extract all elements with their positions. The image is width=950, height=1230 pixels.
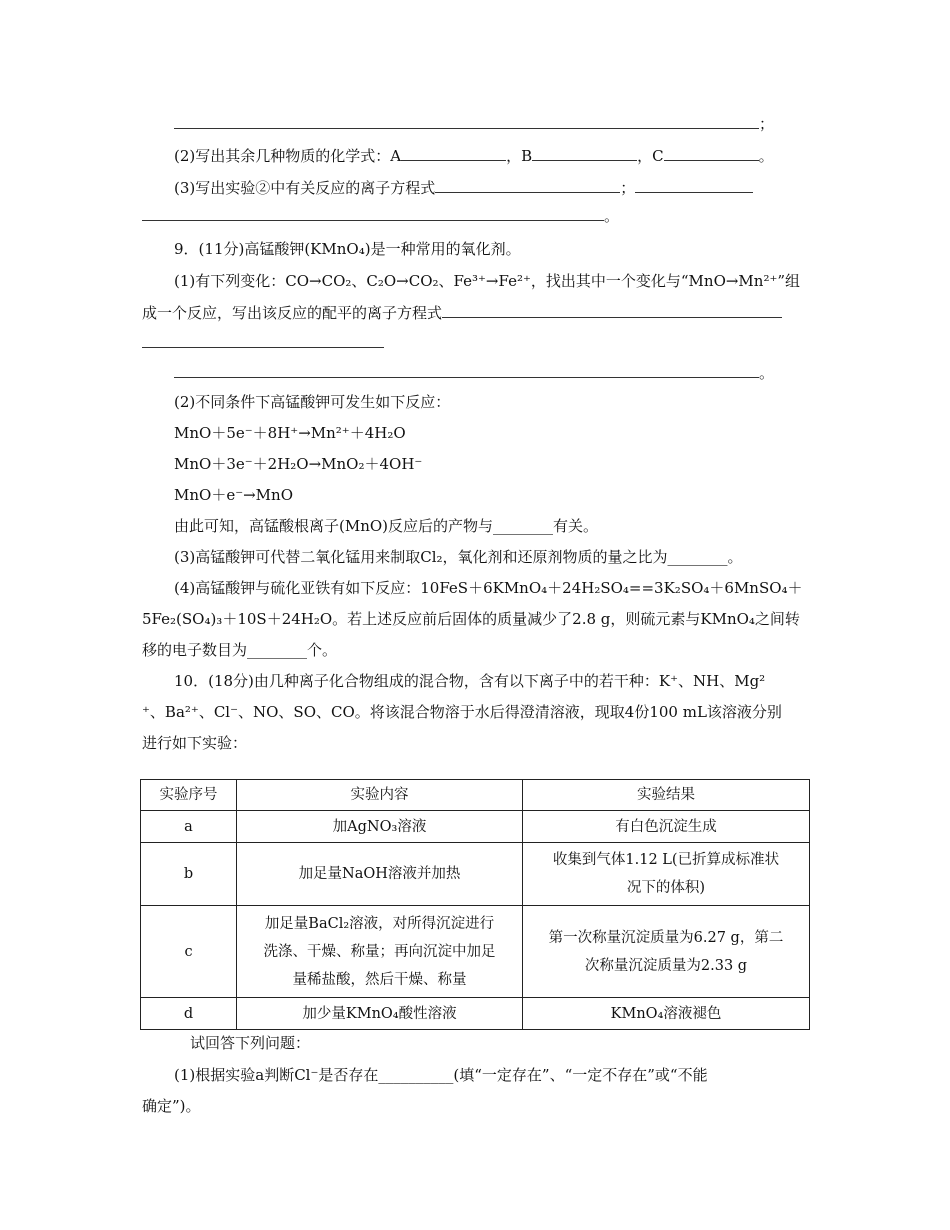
cell-line: 量稀盐酸，然后干燥、称量 xyxy=(292,971,467,988)
label-c: ，C xyxy=(637,147,664,165)
q10-prompt: 试回答下列问题： xyxy=(190,1034,311,1052)
punct: 。 xyxy=(759,364,775,382)
answer-blank xyxy=(142,333,384,348)
q8-part2 xyxy=(174,146,774,166)
table-header-row xyxy=(141,780,810,811)
table-row xyxy=(141,843,810,906)
blank-eq2-cont xyxy=(142,206,604,221)
row-content xyxy=(237,811,523,843)
blank-eq1 xyxy=(435,178,620,193)
q9-eq1: MnO＋5e⁻＋8H⁺→Mn²⁺＋4H₂O xyxy=(174,424,406,442)
punct: 。 xyxy=(758,147,774,165)
q8-part2-text: (2)写出其余几种物质的化学式：A xyxy=(174,147,402,165)
q8-part3-cont xyxy=(142,206,619,226)
blank-c xyxy=(664,146,759,161)
q9-part4-line1: (4)高锰酸钾与硫化亚铁有如下反应：10FeS＋6KMnO₄＋24H₂SO₄==3K₂SO₄＋6MnSO₄＋ xyxy=(174,579,803,597)
q9-part4-line3: 移的电子数目为________个。 xyxy=(142,641,338,659)
row-result xyxy=(523,811,810,843)
q8-part3 xyxy=(174,178,753,198)
table-row xyxy=(141,906,810,998)
label-b: ，B xyxy=(506,147,533,165)
cell-line: KMnO₄溶液褪色 xyxy=(610,1005,722,1022)
row-result xyxy=(523,906,810,998)
q9-part4-line2: 5Fe₂(SO₄)₃＋10S＋24H₂O。若上述反应前后固体的质量减少了2.8 g，则硫元素与KMnO₄之间转 xyxy=(142,610,800,628)
q9-eq3: MnO＋e⁻→MnO xyxy=(174,486,293,504)
row-result xyxy=(523,843,810,906)
cell-line: 有白色沉淀生成 xyxy=(615,818,717,835)
cell-line: 加足量NaOH溶液并加热 xyxy=(298,866,461,882)
cell-line: 加AgNO₃溶液 xyxy=(332,818,427,835)
row-content xyxy=(237,906,523,998)
cell-line: 加足量BaCl₂溶液，对所得沉淀进行 xyxy=(264,915,495,932)
row-content xyxy=(237,998,523,1030)
row-id: c xyxy=(141,906,237,998)
q9-part3: (3)高锰酸钾可代替二氧化锰用来制取Cl₂，氧化剂和还原剂物质的量之比为________。 xyxy=(174,548,743,566)
q8-answer-line xyxy=(174,114,774,134)
q9-eq2: MnO＋3e⁻＋2H₂O→MnO₂＋4OH⁻ xyxy=(174,455,423,473)
row-result xyxy=(523,998,810,1030)
row-content xyxy=(237,843,523,906)
q10-line1: 10．(18分)由几种离子化合物组成的混合物，含有以下离子中的若干种：K⁺、NH、Mg² xyxy=(174,672,766,690)
blank-eq2 xyxy=(635,178,753,193)
q8-part3-text: (3)写出实验②中有关反应的离子方程式 xyxy=(174,179,436,197)
cell-line: 洗涤、干燥、称量；再向沉淀中加足 xyxy=(263,943,496,960)
experiment-table xyxy=(140,779,810,1030)
q10-q1-line2: 确定”)。 xyxy=(142,1097,201,1115)
punct: ； xyxy=(620,179,636,197)
q9-part2-intro: (2)不同条件下高锰酸钾可发生如下反应： xyxy=(174,393,451,411)
q9-part1-line1: (1)有下列变化：CO→CO₂、C₂O→CO₂、Fe³⁺→Fe²⁺，找出其中一个变化与“MnO→Mn²⁺”组 xyxy=(174,272,801,290)
cell-line: 况下的体积) xyxy=(626,880,706,896)
punct: ； xyxy=(759,115,775,133)
column-header: 实验结果 xyxy=(523,780,810,811)
q9-part2-conclusion: 由此可知，高锰酸根离子(MnO)反应后的产物与________有关。 xyxy=(174,517,599,535)
q9-title: 9．(11分)高锰酸钾(KMnO₄)是一种常用的氧化剂。 xyxy=(174,240,521,258)
blank-a xyxy=(401,146,506,161)
row-id: a xyxy=(141,811,237,843)
blank-b xyxy=(532,146,637,161)
q10-line3: 进行如下实验： xyxy=(142,734,248,752)
column-header: 实验序号 xyxy=(141,780,237,811)
q9-part1-line2 xyxy=(142,303,782,323)
q9-part1-text: 成一个反应，写出该反应的配平的离子方程式 xyxy=(142,304,443,322)
row-id: b xyxy=(141,843,237,906)
answer-blank xyxy=(442,303,782,318)
cell-line: 次称量沉淀质量为2.33 g xyxy=(584,957,748,974)
q9-part1-blank3 xyxy=(174,363,774,383)
q9-part1-blank2 xyxy=(142,333,384,353)
cell-line: 第一次称量沉淀质量为6.27 g，第二 xyxy=(548,929,784,946)
cell-line: 加少量KMnO₄酸性溶液 xyxy=(302,1005,457,1022)
cell-line: 收集到气体1.12 L(已折算成标准状 xyxy=(552,852,780,868)
answer-blank xyxy=(174,363,759,378)
answer-blank xyxy=(174,114,759,129)
table-row xyxy=(141,998,810,1030)
q10-line2: ⁺、Ba²⁺、Cl⁻、NO、SO、CO。将该混合物溶于水后得澄清溶液，现取4份100 mL该溶液分别 xyxy=(142,703,782,721)
row-id: d xyxy=(141,998,237,1030)
column-header: 实验内容 xyxy=(237,780,523,811)
table-row xyxy=(141,811,810,843)
punct: 。 xyxy=(604,207,620,225)
q10-q1-line1: (1)根据实验a判断Cl⁻是否存在__________(填“一定存在”、“一定不存在”或“不能 xyxy=(174,1066,708,1084)
